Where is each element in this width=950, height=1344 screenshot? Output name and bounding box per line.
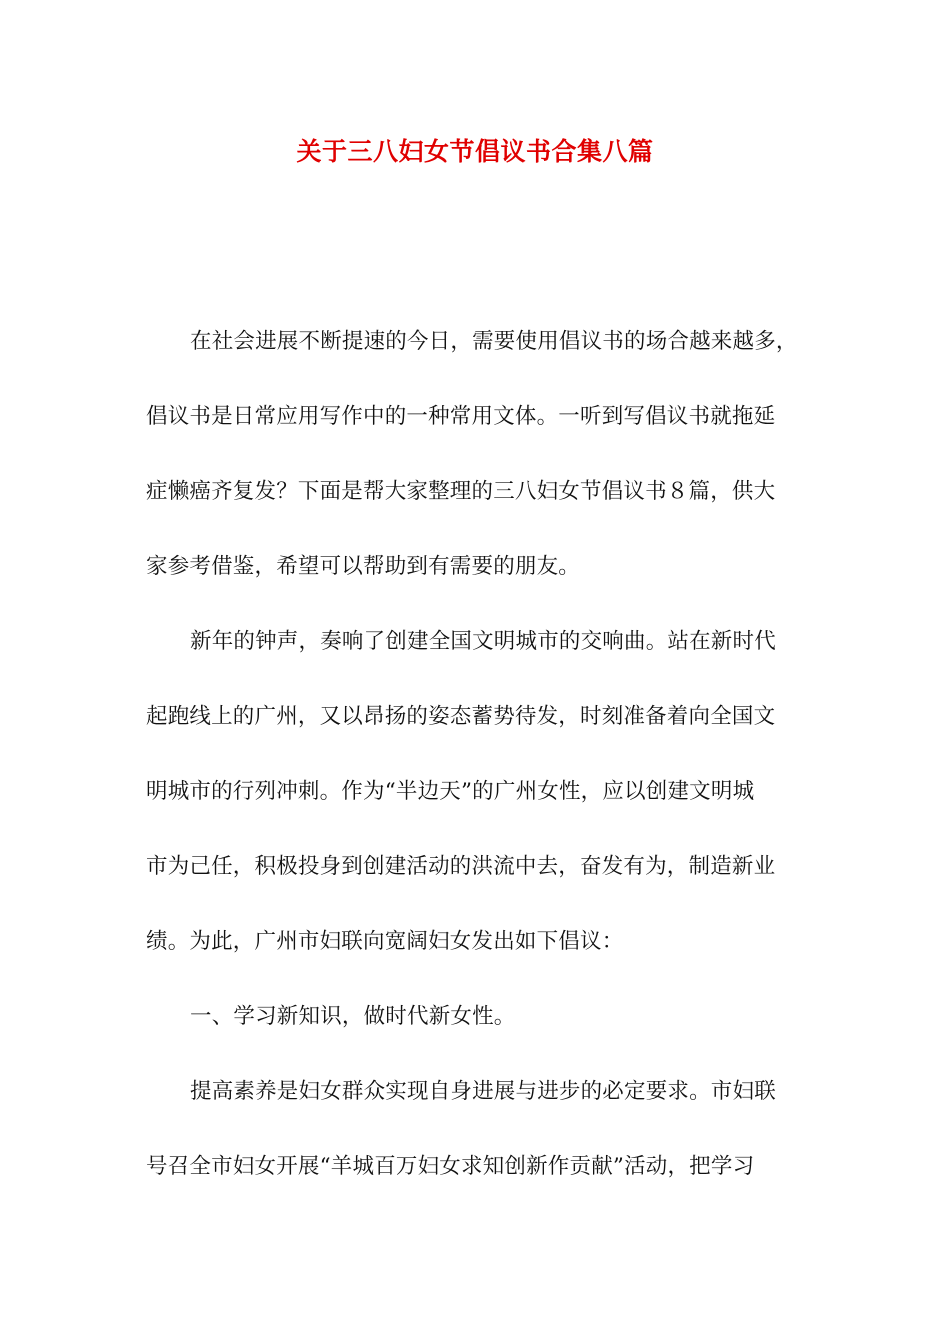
paragraph-line: 市为己任，积极投身到创建活动的洪流中去，奋发有为，制造新业	[146, 854, 776, 879]
paragraph-line: 提高素养是妇女群众实现自身进展与进步的必定要求。市妇联	[190, 1079, 776, 1104]
section-heading: 一、学习新知识，做时代新女性。	[190, 1004, 516, 1029]
document-title: 关于三八妇女节倡议书合集八篇	[296, 137, 654, 166]
paragraph-line: 在社会进展不断提速的今日，需要使用倡议书的场合越来越多，	[190, 329, 798, 354]
paragraph-line: 症懒癌齐复发？下面是帮大家整理的三八妇女节倡议书８篇，供大	[146, 479, 776, 504]
paragraph-line: 倡议书是日常应用写作中的一种常用文体。一听到写倡议书就拖延	[146, 404, 776, 429]
paragraph-line: 起跑线上的广州，又以昂扬的姿态蓄势待发，时刻准备着向全国文	[146, 704, 776, 729]
paragraph-line: 新年的钟声，奏响了创建全国文明城市的交响曲。站在新时代	[190, 629, 776, 654]
paragraph-line: 明城市的行列冲刺。作为“半边天”的广州女性，应以创建文明城	[146, 779, 755, 804]
paragraph-line: 绩。为此，广州市妇联向宽阔妇女发出如下倡议：	[146, 929, 624, 954]
paragraph-line: 号召全市妇女开展“羊城百万妇女求知创新作贡献”活动，把学习	[146, 1154, 755, 1179]
paragraph-line: 家参考借鉴，希望可以帮助到有需要的朋友。	[146, 554, 581, 579]
document-body	[146, 322, 826, 1222]
